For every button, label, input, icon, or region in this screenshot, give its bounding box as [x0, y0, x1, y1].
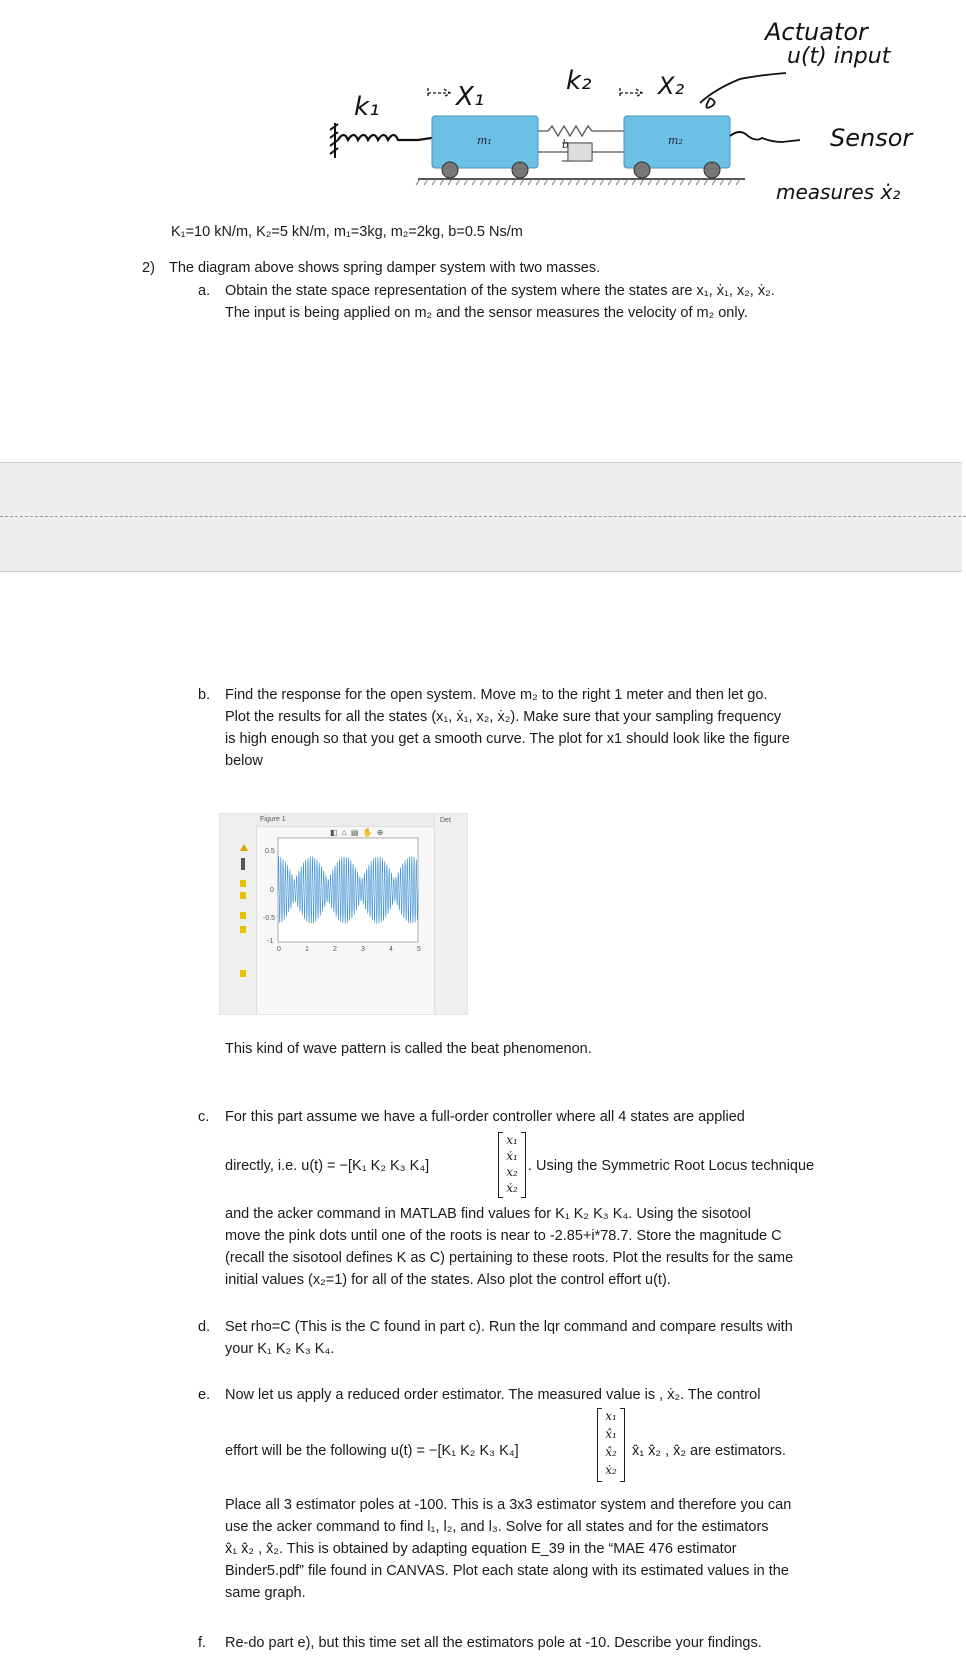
part-c-line4: move the pink dots until one of the roots is near to -2.85+i*78.7. Store the magnitude C [225, 1228, 782, 1244]
x1-arrow [428, 88, 450, 98]
sensor-label: Sensor [830, 124, 913, 152]
spring-damper-diagram [0, 0, 966, 215]
part-e-line6: Binder5.pdf” file found in CANVAS. Plot each state along with its estimated values in the [225, 1563, 789, 1579]
xtick-3: 3 [361, 946, 365, 953]
part-c-label: c. [198, 1109, 210, 1125]
part-d-line2: your K₁ K₂ K₃ K₄. [225, 1341, 335, 1357]
x1-label: X₁ [456, 82, 485, 112]
marker-icon-4 [240, 926, 246, 933]
part-c-line2a: directly, i.e. u(t) = −[K₁ K₂ K₃ K₄] [225, 1158, 430, 1174]
part-e-label: e. [198, 1387, 211, 1403]
x2-label: X₂ [658, 72, 685, 100]
matlab-figure-screenshot [219, 813, 468, 1015]
k1-label: k₁ [354, 92, 380, 122]
part-e-line7: same graph. [225, 1585, 306, 1601]
figure-tab[interactable]: Figure 1 [260, 816, 286, 823]
part-a-line2: The input is being applied on m₂ and the sensor measures the velocity of m₂ only. [225, 305, 748, 321]
input-label: u(t) input [787, 44, 891, 69]
vec-e-1: x̂₁ [605, 1427, 617, 1441]
part-a-label: a. [198, 283, 211, 299]
vec-c-0: x₁ [506, 1133, 518, 1147]
part-e-line5: x̂₁ x̂₂ , x̂₂. This is obtained by adapting equation E_39 in the “MAE 476 estimator [225, 1541, 737, 1557]
figure-toolbar: ◧ ⌂ ▤ ✋ ⊕ [330, 828, 385, 837]
part-c-line1: For this part assume we have a full-order controller where all 4 states are applied [225, 1109, 745, 1125]
parameters-line: K₁=10 kN/m, K₂=5 kN/m, m₁=3kg, m₂=2kg, b=0.5 Ns/m [171, 224, 523, 240]
marker-icon-1 [240, 880, 246, 887]
vec-e-3: ẋ₂ [605, 1463, 617, 1477]
question-intro: The diagram above shows spring damper system with two masses. [169, 260, 601, 276]
part-e-line2b: x̂₁ x̂₂ , x̂₂ are estimators. [632, 1443, 786, 1459]
sensor-line [730, 132, 800, 142]
spring-k2 [538, 126, 624, 136]
marker-icon-5 [240, 970, 246, 977]
xtick-2: 2 [333, 946, 337, 953]
m1-label: m₁ [477, 134, 492, 147]
xtick-1: 1 [305, 946, 309, 953]
ytick-05: 0.5 [265, 848, 275, 855]
wheel-1b [512, 162, 528, 178]
figure-left-panel [220, 814, 257, 1014]
part-b-line4: below [225, 753, 263, 769]
ytick-m05: -0.5 [263, 915, 276, 922]
ytick-m1: -1 [267, 938, 274, 945]
marker-icon-3 [240, 912, 246, 919]
part-f-label: f. [198, 1635, 207, 1651]
part-c-line6: initial values (x₂=1) for all of the states. Also plot the control effort u(t). [225, 1272, 671, 1288]
marker-icon-2 [240, 892, 246, 899]
state-vector-c [498, 1132, 526, 1198]
actuator-label: Actuator [765, 18, 868, 46]
part-a-line1: Obtain the state space representation of the system where the states are x₁, ẋ₁, x₂, ẋ₂. [225, 283, 775, 299]
vec-e-0: x₁ [605, 1409, 617, 1423]
page-break-band [0, 462, 962, 572]
question-number: 2) [142, 260, 155, 276]
part-d-label: d. [198, 1319, 211, 1335]
beat-phenomenon-note: This kind of wave pattern is called the beat phenomenon. [225, 1041, 592, 1057]
figure-right-panel [434, 814, 467, 1014]
measures-label: measures ẋ₂ [776, 180, 901, 204]
actuator-line [700, 73, 786, 108]
ytick-0: 0 [270, 887, 274, 894]
xtick-4: 4 [389, 946, 393, 953]
part-c-line5: (recall the sisotool defines K as C) pertaining to these roots. Plot the results for the same [225, 1250, 794, 1266]
wheel-2a [634, 162, 650, 178]
k2-label: k₂ [566, 66, 592, 96]
state-vector-e [597, 1408, 625, 1482]
part-c-line2b: . Using the Symmetric Root Locus technique [528, 1158, 815, 1174]
part-b-label: b. [198, 687, 211, 703]
m2-label: m₂ [668, 134, 683, 147]
b-label: b [562, 138, 570, 151]
part-e-line4: use the acker command to find l₁, l₂, and l₃. Solve for all states and for the estimators [225, 1519, 769, 1535]
wheel-2b [704, 162, 720, 178]
left-wall-hatch [330, 123, 338, 158]
part-b-line1: Find the response for the open system. Move m₂ to the right 1 meter and then let go. [225, 687, 768, 703]
part-b-line2: Plot the results for all the states (x₁, ẋ₁, x₂, ẋ₂). Make sure that your sampling frequency [225, 709, 782, 725]
part-e-line1: Now let us apply a reduced order estimator. The measured value is , ẋ₂. The control [225, 1387, 761, 1403]
wheel-1a [442, 162, 458, 178]
xtick-0: 0 [277, 946, 281, 953]
vec-c-3: ẋ₂ [506, 1181, 518, 1195]
vec-c-1: ẋ₁ [506, 1149, 518, 1163]
vec-c-2: x₂ [506, 1165, 518, 1179]
part-e-line3: Place all 3 estimator poles at -100. This is a 3x3 estimator system and therefore you can [225, 1497, 792, 1513]
spring-k1 [338, 135, 438, 140]
part-d-line1: Set rho=C (This is the C found in part c). Run the lqr command and compare results with [225, 1319, 793, 1335]
vec-e-2: x̂₂ [605, 1445, 617, 1459]
xtick-5: 5 [417, 946, 421, 953]
warning-icon [240, 844, 248, 851]
right-panel-title: Det [440, 817, 451, 824]
status-icon [241, 858, 245, 870]
part-e-line2a: effort will be the following u(t) = −[K₁ K₂ K₃ K₄] [225, 1443, 519, 1459]
part-c-line3: and the acker command in MATLAB find values for K₁ K₂ K₃ K₄. Using the sisotool [225, 1206, 751, 1222]
x2-arrow [620, 88, 642, 98]
x1-response-plot [266, 836, 426, 956]
part-b-line3: is high enough so that you get a smooth curve. The plot for x1 should look like the figure [225, 731, 790, 747]
part-f-text: Re-do part e), but this time set all the estimators pole at -10. Describe your findings. [225, 1635, 762, 1651]
page-break-dashed-line [0, 516, 966, 517]
